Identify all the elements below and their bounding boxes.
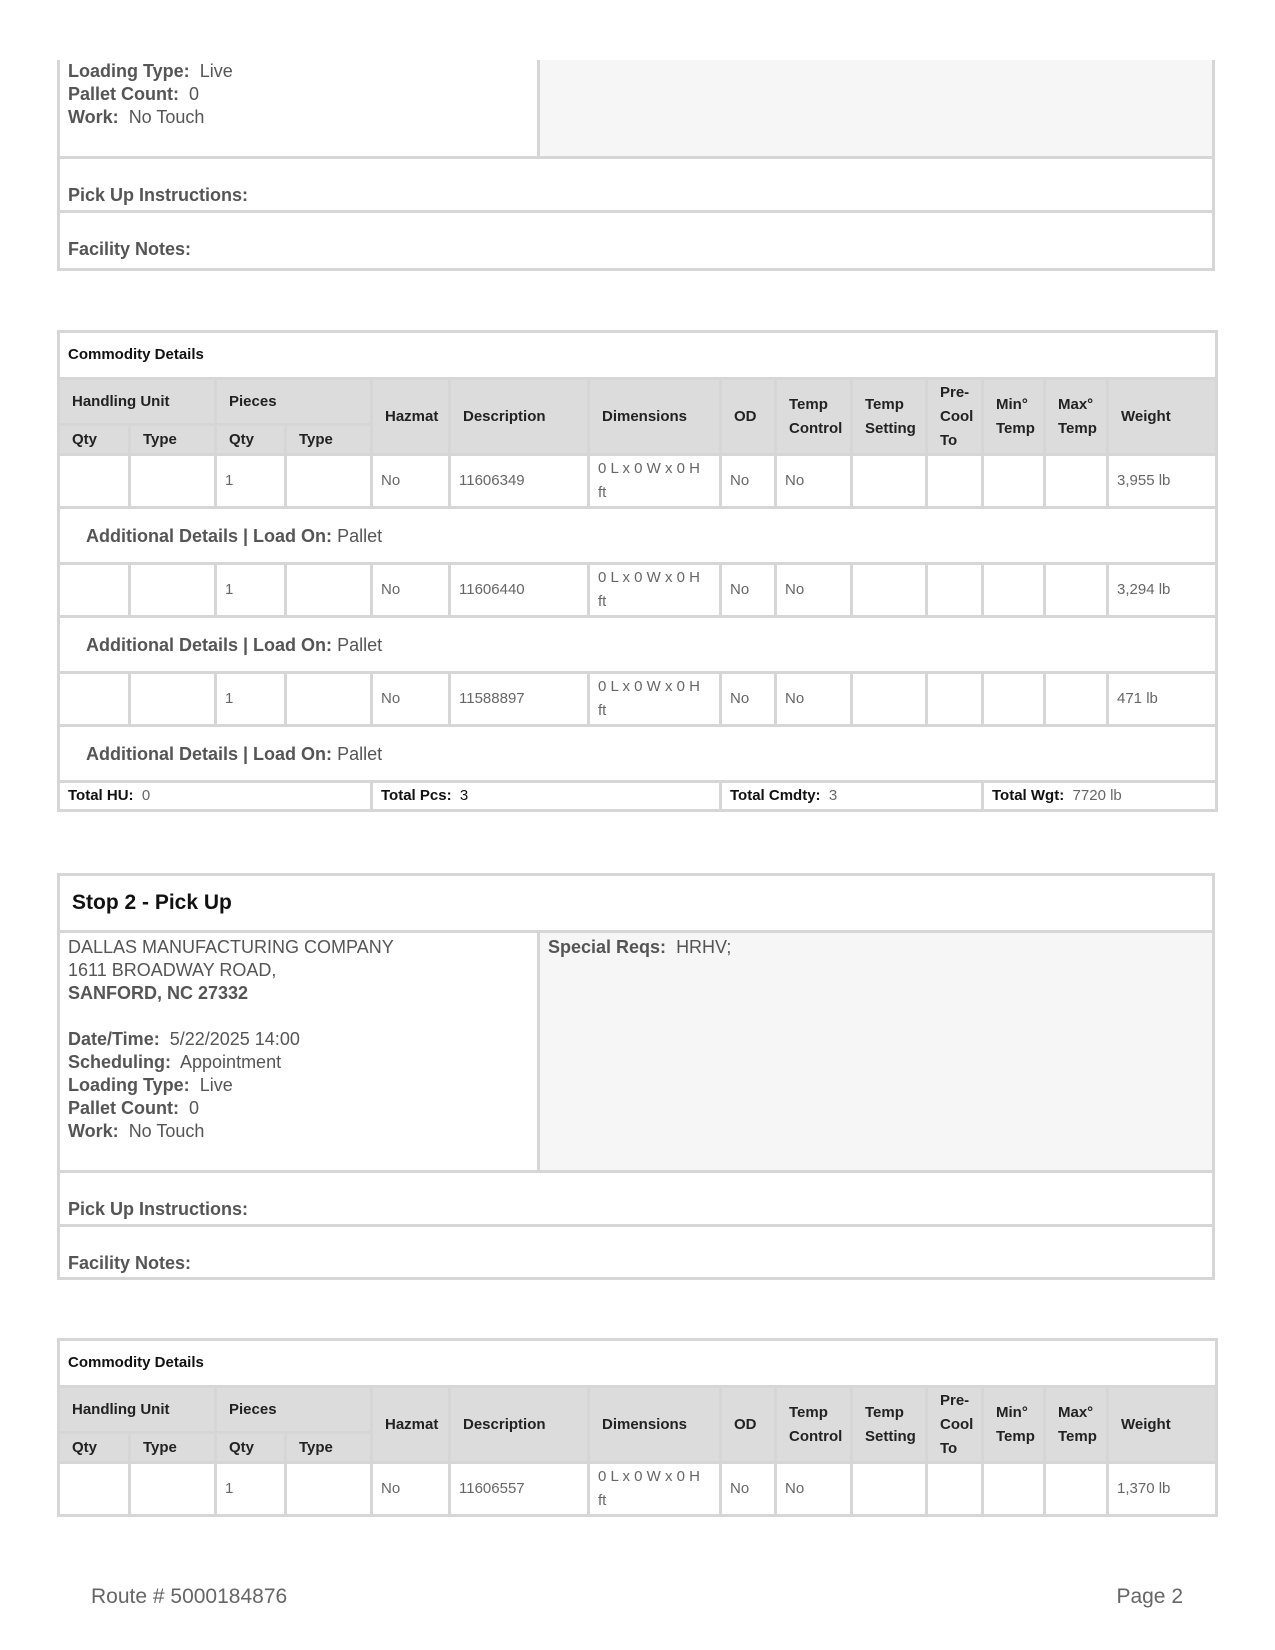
- hazmat-header: Hazmat: [372, 379, 450, 455]
- weight-cell: 471 lb: [1108, 673, 1217, 726]
- dimensions-cell: 0 L x 0 W x 0 H ft: [589, 564, 721, 617]
- od-header: OD: [721, 379, 776, 455]
- description-header: Description: [450, 1387, 589, 1463]
- total-hu: Total HU: 0: [59, 782, 372, 811]
- scheduling-value: Appointment: [180, 1052, 282, 1072]
- hu-type-header: Type: [130, 425, 216, 455]
- pcs-type-cell: [286, 673, 372, 726]
- pickup-instructions-label: Pick Up Instructions:: [68, 185, 249, 205]
- pallet-count-value: 0: [189, 1098, 200, 1118]
- description-cell: 11606440: [450, 564, 589, 617]
- total-cmdty: Total Cmdty: 3: [721, 782, 983, 811]
- pallet-count-value: 0: [189, 84, 200, 104]
- od-cell: No: [721, 673, 776, 726]
- max-temp-cell: [1045, 455, 1108, 508]
- datetime-line: Date/Time: 5/22/2025 14:00: [68, 1029, 300, 1049]
- load-on-value: Pallet: [337, 743, 383, 764]
- pcs-qty-cell: 1: [216, 1463, 286, 1516]
- handling-unit-header: Handling Unit: [59, 1387, 216, 1433]
- load-on-value: Pallet: [337, 634, 383, 655]
- route-number: Route # 5000184876: [91, 1585, 288, 1608]
- pcs-type-cell: [286, 1463, 372, 1516]
- hazmat-cell: No: [372, 455, 450, 508]
- max-temp-header: Max° Temp: [1045, 379, 1108, 455]
- min-temp-cell: [983, 455, 1045, 508]
- pcs-type-cell: [286, 455, 372, 508]
- hu-qty-header: Qty: [59, 425, 130, 455]
- pcs-qty-cell: 1: [216, 673, 286, 726]
- precool-cell: [927, 1463, 983, 1516]
- facility-notes-label: Facility Notes:: [68, 239, 192, 259]
- table-row: [59, 673, 1217, 726]
- temp-control-cell: No: [776, 564, 852, 617]
- loading-type-value: Live: [199, 61, 233, 81]
- stop-title: Stop 2 - Pick Up: [72, 891, 232, 914]
- weight-cell: 1,370 lb: [1108, 1463, 1217, 1516]
- table-row: [59, 1463, 1217, 1516]
- precool-header: Pre- Cool To: [927, 1387, 983, 1463]
- hu-qty-cell: [59, 564, 130, 617]
- stop2-panel: [57, 873, 1215, 1280]
- pickup-instructions-label: Pick Up Instructions:: [68, 1199, 249, 1219]
- dimensions-header: Dimensions: [589, 379, 721, 455]
- weight-header: Weight: [1108, 1387, 1217, 1463]
- dimensions-cell: 0 L x 0 W x 0 H ft: [589, 673, 721, 726]
- min-temp-header: Min° Temp: [983, 1387, 1045, 1463]
- od-cell: No: [721, 455, 776, 508]
- temp-setting-cell: [852, 455, 927, 508]
- min-temp-cell: [983, 1463, 1045, 1516]
- temp-setting-cell: [852, 1463, 927, 1516]
- min-temp-cell: [983, 673, 1045, 726]
- temp-control-header: Temp Control: [776, 1387, 852, 1463]
- pcs-qty-cell: 1: [216, 455, 286, 508]
- pallet-count-line: Pallet Count: 0: [68, 84, 200, 104]
- temp-setting-header: Temp Setting: [852, 1387, 927, 1463]
- precool-header: Pre- Cool To: [927, 379, 983, 455]
- max-temp-cell: [1045, 1463, 1108, 1516]
- hazmat-cell: No: [372, 673, 450, 726]
- stop1-info-left: [60, 60, 540, 156]
- precool-cell: [927, 455, 983, 508]
- total-wgt: Total Wgt: 7720 lb: [983, 782, 1217, 811]
- temp-setting-cell: [852, 564, 927, 617]
- commodity-table-2: [57, 1338, 1218, 1517]
- scheduling-line: Scheduling: Appointment: [68, 1052, 282, 1072]
- min-temp-header: Min° Temp: [983, 379, 1045, 455]
- work-line: Work: No Touch: [68, 107, 205, 127]
- stop2-info-left: [60, 933, 540, 1170]
- pcs-qty-header: Qty: [216, 425, 286, 455]
- commodity-details-2: [57, 1338, 1215, 1517]
- precool-cell: [927, 564, 983, 617]
- additional-details-row: Additional Details | Load On: Pallet: [59, 726, 1217, 782]
- temp-control-cell: No: [776, 455, 852, 508]
- additional-details-row: Additional Details | Load On: Pallet: [59, 508, 1217, 564]
- total-pcs: Total Pcs: 3: [372, 782, 721, 811]
- weight-cell: 3,294 lb: [1108, 564, 1217, 617]
- hu-qty-cell: [59, 1463, 130, 1516]
- max-temp-cell: [1045, 673, 1108, 726]
- hu-qty-cell: [59, 673, 130, 726]
- pieces-header: Pieces: [216, 1387, 372, 1433]
- loading-type-line: Loading Type: Live: [68, 61, 233, 81]
- facility-notes-label: Facility Notes:: [68, 1253, 192, 1273]
- description-header: Description: [450, 379, 589, 455]
- pcs-type-header: Type: [286, 1433, 372, 1463]
- address-line: 1611 BROADWAY ROAD,: [68, 960, 277, 980]
- hu-type-cell: [130, 564, 216, 617]
- table-row: [59, 564, 1217, 617]
- min-temp-cell: [983, 564, 1045, 617]
- description-cell: 11606557: [450, 1463, 589, 1516]
- temp-setting-header: Temp Setting: [852, 379, 927, 455]
- additional-details-row: Additional Details | Load On: Pallet: [59, 617, 1217, 673]
- pallet-count-line: Pallet Count: 0: [68, 1098, 200, 1118]
- description-cell: 11606349: [450, 455, 589, 508]
- commodity-table-1: [57, 330, 1218, 812]
- weight-header: Weight: [1108, 379, 1217, 455]
- hu-type-cell: [130, 673, 216, 726]
- dimensions-header: Dimensions: [589, 1387, 721, 1463]
- load-on-value: Pallet: [337, 525, 383, 546]
- pcs-qty-cell: 1: [216, 564, 286, 617]
- od-cell: No: [721, 564, 776, 617]
- pcs-qty-header: Qty: [216, 1433, 286, 1463]
- commodity-details-title: Commodity Details: [59, 332, 1217, 379]
- city-state-zip: SANFORD, NC 27332: [68, 983, 249, 1003]
- hazmat-cell: No: [372, 1463, 450, 1516]
- stop1-info-right: [540, 60, 1212, 156]
- weight-cell: 3,955 lb: [1108, 455, 1217, 508]
- description-cell: 11588897: [450, 673, 589, 726]
- hazmat-header: Hazmat: [372, 1387, 450, 1463]
- loading-type-line: Loading Type: Live: [68, 1075, 233, 1095]
- company-name: DALLAS MANUFACTURING COMPANY: [68, 937, 394, 957]
- hu-type-header: Type: [130, 1433, 216, 1463]
- loading-type-value: Live: [199, 1075, 233, 1095]
- special-reqs-line: Special Reqs: HRHV;: [548, 937, 732, 957]
- special-reqs-value: HRHV;: [676, 937, 732, 957]
- pcs-type-header: Type: [286, 425, 372, 455]
- page-number: Page 2: [1116, 1585, 1183, 1608]
- dimensions-cell: 0 L x 0 W x 0 H ft: [589, 455, 721, 508]
- dimensions-cell: 0 L x 0 W x 0 H ft: [589, 1463, 721, 1516]
- stop1-panel: [57, 60, 1215, 271]
- max-temp-cell: [1045, 564, 1108, 617]
- table-row: [59, 455, 1217, 508]
- datetime-value: 5/22/2025 14:00: [169, 1029, 300, 1049]
- stop2-info-right: [540, 933, 1212, 1170]
- temp-control-cell: No: [776, 1463, 852, 1516]
- handling-unit-header: Handling Unit: [59, 379, 216, 425]
- od-cell: No: [721, 1463, 776, 1516]
- work-value: No Touch: [128, 107, 205, 127]
- max-temp-header: Max° Temp: [1045, 1387, 1108, 1463]
- od-header: OD: [721, 1387, 776, 1463]
- work-value: No Touch: [128, 1121, 205, 1141]
- hu-type-cell: [130, 455, 216, 508]
- temp-control-header: Temp Control: [776, 379, 852, 455]
- work-line: Work: No Touch: [68, 1121, 205, 1141]
- hazmat-cell: No: [372, 564, 450, 617]
- hu-qty-header: Qty: [59, 1433, 130, 1463]
- precool-cell: [927, 673, 983, 726]
- hu-qty-cell: [59, 455, 130, 508]
- temp-control-cell: No: [776, 673, 852, 726]
- commodity-details-title: Commodity Details: [59, 1340, 1217, 1387]
- hu-type-cell: [130, 1463, 216, 1516]
- pcs-type-cell: [286, 564, 372, 617]
- pieces-header: Pieces: [216, 379, 372, 425]
- temp-setting-cell: [852, 673, 927, 726]
- commodity-details-1: [57, 330, 1215, 812]
